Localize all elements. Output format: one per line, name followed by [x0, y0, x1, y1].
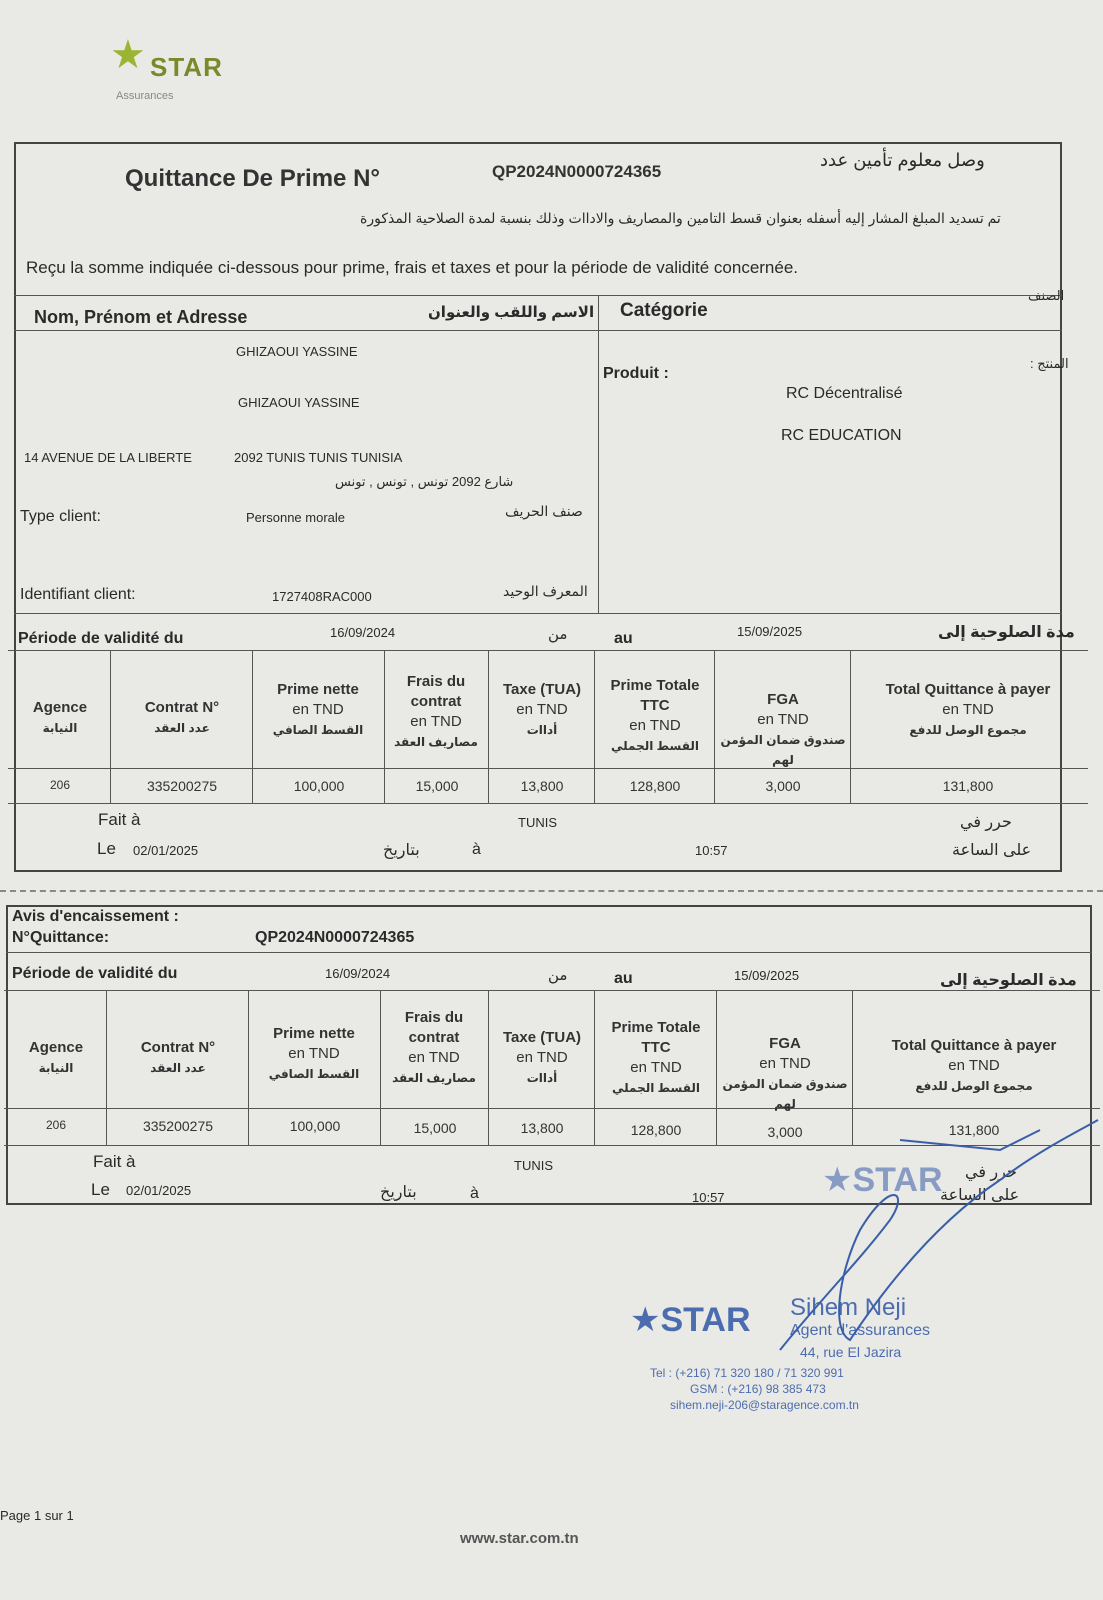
type-client-label-ar: صنف الحريف — [505, 503, 583, 519]
footer1-time: 10:57 — [695, 843, 728, 858]
client-id-label-ar: المعرف الوحيد — [503, 583, 588, 599]
table1-header-prime-totale: Prime Totale TTC en TND القسط الجملي — [610, 677, 700, 753]
stamp-star-icon: ★ — [630, 1301, 661, 1339]
validity2-label-ar: مدة الصلوحية إلى — [940, 972, 1077, 989]
product-label-ar: المنتج : — [1030, 356, 1069, 371]
table2-header-prime-nette: Prime nette en TND القسط الصافي — [268, 1025, 360, 1081]
table1-value-total: 131,800 — [942, 778, 994, 794]
table2-header-contrat: Contrat N° عدد العقد — [140, 1039, 216, 1075]
stamp-name: Sihem Neji — [790, 1294, 907, 1321]
validity-from: 16/09/2024 — [330, 625, 396, 640]
validity-to-label: au — [614, 630, 633, 647]
validity2-from: 16/09/2024 — [325, 966, 391, 981]
avis-num-label: N°Quittance: — [12, 929, 110, 946]
category-label: Catégorie — [620, 300, 708, 321]
validity-label: Période de validité du — [18, 630, 184, 647]
table1-value-prime-totale: 128,800 — [629, 778, 681, 794]
stamp-star-small: ★STAR — [822, 1161, 943, 1199]
footer1-le-label: Le — [97, 839, 116, 858]
validity2-label: Période de validité du — [12, 965, 178, 982]
avis-title: Avis d'encaissement : — [12, 908, 179, 925]
table2-header-agence: Agence النيابة — [28, 1039, 84, 1075]
table1-header-frais: Frais du contrat en TND مصاريف العقد — [394, 673, 478, 749]
footer1-fait-ar: حرر في — [960, 814, 1012, 831]
star-logo — [110, 33, 240, 110]
table2-header-prime-totale: Prime Totale TTC en TND القسط الجملي — [611, 1019, 701, 1095]
footer1-a-label: à — [472, 841, 481, 858]
validity-label-ar: مدة الصلوحية إلى — [938, 624, 1075, 641]
avis-number: QP2024N0000724365 — [255, 929, 415, 946]
logo-sub: Assurances — [116, 90, 174, 102]
logo-brand: STAR — [150, 52, 223, 82]
footer1-time-ar: على الساعة — [952, 842, 1032, 859]
category-label-ar: الصنف — [1028, 288, 1065, 303]
cut-line — [0, 890, 1103, 892]
table2-value-prime-totale: 128,800 — [630, 1122, 682, 1138]
star-icon: ★ — [110, 33, 146, 77]
table2-value-agence: 206 — [45, 1118, 67, 1132]
validity2-to-label: au — [614, 970, 633, 987]
table1-header-prime-nette: Prime nette en TND القسط الصافي — [272, 681, 364, 737]
table2-header-fga: FGA en TND صندوق ضمان المؤمن لهم — [722, 1035, 848, 1111]
table2-value-frais: 15,000 — [413, 1120, 457, 1136]
product-label: Produit : — [603, 365, 669, 382]
client-name-1: GHIZAOUI YASSINE — [236, 344, 358, 359]
footer2-date-ar: بتاريخ — [380, 1184, 417, 1201]
footer2-fait-label: Fait à — [93, 1152, 136, 1171]
table2-value-fga: 3,000 — [767, 1124, 803, 1140]
table1-header-taxe: Taxe (TUA) en TND أداات — [502, 681, 582, 737]
stamp-email: sihem.neji-206@staragence.com.tn — [670, 1398, 859, 1412]
table2-value-contrat: 335200275 — [142, 1118, 214, 1134]
validity2-to: 15/09/2025 — [734, 968, 800, 983]
table1-header-agence: Agence النيابة — [32, 699, 88, 735]
table1-header-fga: FGA en TND صندوق ضمان المؤمن لهم — [720, 691, 846, 767]
type-client-value: Personne morale — [246, 510, 345, 525]
stamp-address: 44, rue El Jazira — [800, 1344, 902, 1360]
footer-website: www.star.com.tn — [460, 1530, 579, 1547]
intro-ar: تم تسديد المبلغ المشار إليه أسفله بعنوان قسط التامين والمصاريف والاداات وذلك بنسبة لمدة الصلاحية المذكورة — [360, 210, 1001, 226]
table2-value-total: 131,800 — [948, 1122, 1000, 1138]
client-name-2: GHIZAOUI YASSINE — [238, 395, 360, 410]
footer2-time: 10:57 — [692, 1190, 725, 1205]
stamp-star-icon-small: ★ — [822, 1161, 853, 1199]
agent-stamp — [630, 1294, 950, 1440]
footer1-city: TUNIS — [518, 815, 557, 830]
footer2-le-label: Le — [91, 1180, 110, 1199]
stamp-tel: Tel : (+216) 71 320 180 / 71 320 991 — [650, 1366, 844, 1380]
footer2-date: 02/01/2025 — [126, 1183, 192, 1198]
table2-value-prime-nette: 100,000 — [289, 1118, 341, 1134]
receipt-number: QP2024N0000724365 — [492, 162, 662, 181]
table1-value-agence: 206 — [49, 778, 71, 792]
table2-header-frais: Frais du contrat en TND مصاريف العقد — [392, 1009, 476, 1085]
type-client-label: Type client: — [20, 508, 101, 525]
footer2-a-label: à — [470, 1185, 479, 1202]
receipt-title: Quittance De Prime N° — [125, 165, 380, 192]
footer1-date: 02/01/2025 — [133, 843, 199, 858]
table2-header-taxe: Taxe (TUA) en TND أداات — [502, 1029, 582, 1085]
client-section-label-ar: الاسم واللقب والعنوان — [428, 304, 595, 321]
table1-value-taxe: 13,800 — [520, 778, 564, 794]
validity2-from-ar: من — [548, 967, 568, 984]
footer2-time-ar: على الساعة — [940, 1187, 1020, 1204]
stamp-role: Agent d'assurances — [790, 1322, 931, 1339]
footer1-date-ar: بتاريخ — [383, 842, 420, 859]
client-city: 2092 TUNIS TUNIS TUNISIA — [234, 450, 403, 465]
client-id-label: Identifiant client: — [20, 586, 136, 603]
table1-value-fga: 3,000 — [765, 778, 801, 794]
client-street: 14 AVENUE DE LA LIBERTE — [24, 450, 192, 465]
client-section-label: Nom, Prénom et Adresse — [34, 307, 248, 327]
intro-fr: Reçu la somme indiquée ci-dessous pour prime, frais et taxes et pour la période de validité concernée. — [26, 258, 799, 277]
footer1-fait-label: Fait à — [98, 810, 141, 829]
table1-header-total: Total Quittance à payer en TND مجموع الوصل للدفع — [885, 681, 1051, 737]
validity-to: 15/09/2025 — [737, 624, 803, 639]
validity-from-ar: من — [548, 626, 568, 643]
client-id-value: 1727408RAC000 — [272, 589, 372, 604]
stamp-gsm: GSM : (+216) 98 385 473 — [690, 1382, 826, 1396]
product-1: RC Décentralisé — [786, 385, 903, 402]
stamp-logo: ★STAR — [630, 1301, 751, 1339]
page-number: Page 1 sur 1 — [0, 1508, 74, 1523]
table1-value-prime-nette: 100,000 — [293, 778, 345, 794]
client-address-ar: شارع 2092 تونس , تونس , تونس — [335, 474, 514, 489]
table2-value-taxe: 13,800 — [520, 1120, 564, 1136]
table1-header-contrat: Contrat N° عدد العقد — [144, 699, 220, 735]
table1-value-frais: 15,000 — [415, 778, 459, 794]
receipt-title-ar: وصل معلوم تأمين عدد — [820, 150, 985, 170]
product-2: RC EDUCATION — [781, 427, 902, 444]
table2-header-total: Total Quittance à payer en TND مجموع الوصل للدفع — [891, 1037, 1057, 1093]
table1-value-contrat: 335200275 — [146, 778, 218, 794]
footer2-fait-ar: حرر في — [965, 1164, 1017, 1181]
footer2-city: TUNIS — [514, 1158, 553, 1173]
